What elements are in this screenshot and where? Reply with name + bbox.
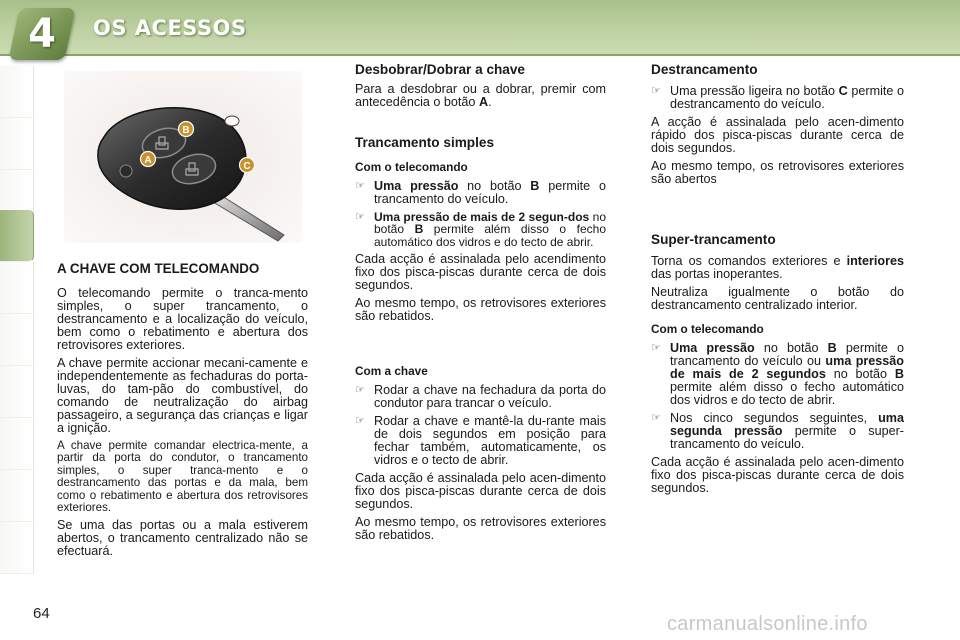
pointer-icon: ☞ (651, 412, 661, 424)
simple-lock-para-2: Ao mesmo tempo, os retrovisores exteriores são rebatidos. (355, 296, 606, 324)
simple-lock-bullet-1 (355, 180, 606, 206)
simple-lock-para-3: Cada acção é assinalada pelo acen-dimento fixo dos pisca-piscas durante cerca de dois segundos. (355, 471, 606, 512)
bullet-text: no botão (825, 367, 895, 381)
left-paragraph-2: A chave permite accionar mecani-camente e independentemente as fechaduras do porta-luvas, do tam-pão do combustível, do comando de neutralização do airbag passageiro, a segurança das crianças e ligar a ignição. (57, 356, 308, 435)
super-lock-bullet-2 (651, 412, 904, 451)
bullet-button-ref: B (530, 179, 540, 193)
bullet-button-ref: B (414, 222, 424, 237)
unfold-heading: Desbobrar/Dobrar a chave (355, 62, 525, 77)
bullet-button-ref: C (838, 84, 848, 98)
side-tab-10[interactable] (0, 522, 34, 574)
bullet-text: no botão (754, 341, 828, 355)
unlock-para-1: A acção é assinalada pelo acen-dimento rápido dos pisca-piscas durante cerca de dois segundos. (651, 115, 904, 155)
side-tab-2[interactable] (0, 118, 34, 170)
bullet-text: permite o super-trancamento do veículo. (670, 424, 904, 451)
simple-lock-heading: Trancamento simples (355, 135, 495, 150)
bullet-bold: Uma pressão (670, 341, 755, 355)
unlock-para-2: Ao mesmo tempo, os retrovisores exteriores são abertos (651, 159, 904, 186)
bullet-text: no botão (458, 179, 531, 193)
bullet-text: permite o destrancamento do veículo. (670, 84, 904, 111)
key-bullet-1 (355, 384, 606, 410)
super-lock-para-1 (651, 255, 904, 281)
bullet-bold: uma pressão de mais de 2 segundos (670, 354, 904, 381)
super-lock-para-2: Neutraliza igualmente o botão do destrancamento centralizado interior. (651, 285, 904, 312)
remote-subheading: Com o telecomando (355, 160, 468, 174)
para-text: das portas inoperantes. (651, 267, 783, 281)
watermark: carmanualsonline.info (667, 613, 868, 635)
unfold-text-b: . (488, 95, 492, 109)
bullet-text: Rodar a chave na fechadura da porta do condutor para trancar o veículo. (374, 383, 606, 411)
page-number: 64 (33, 605, 50, 622)
left-column (57, 262, 308, 563)
side-tab-8[interactable] (0, 418, 34, 470)
right-column (651, 63, 904, 500)
header-divider (0, 54, 960, 56)
side-tab-9[interactable] (0, 470, 34, 522)
bullet-text: Nos cinco segundos seguintes, (670, 411, 879, 425)
bullet-bold: Uma pressão (374, 179, 459, 193)
bullet-text: permite o trancamento do veículo ou (670, 341, 904, 368)
super-remote-subheading: Com o telecomando (651, 322, 764, 336)
unlock-heading: Destrancamento (651, 62, 758, 77)
bullet-text: no botão (374, 210, 606, 237)
para-text: Torna os comandos exteriores e (651, 254, 847, 268)
label-b: B (182, 125, 190, 136)
pointer-icon: ☞ (355, 211, 365, 223)
left-paragraph-1: O telecomando permite o tranca-mento simples, o super trancamento, o destrancamento e a localização do veículo, bem como o rebatimento e abertura dos retrovisores exteriores. (57, 286, 308, 352)
simple-lock-para-1: Cada acção é assinalada pelo acendimento fixo dos pisca-piscas durante cerca de dois segundos. (355, 252, 606, 293)
super-lock-para-3: Cada acção é assinalada pelo acen-dimento fixo dos pisca-piscas durante cerca de dois segundos. (651, 455, 904, 495)
bullet-bold: Uma pressão de mais de 2 segun-dos (374, 210, 590, 224)
label-c: C (243, 161, 251, 172)
label-a: A (144, 155, 152, 166)
bullet-text: permite além disso o fecho automático dos vidros e do tecto de abrir. (374, 222, 606, 249)
pointer-icon: ☞ (651, 342, 661, 354)
remote-key-drawing (64, 71, 302, 243)
bullet-button-ref: B (894, 367, 904, 381)
super-lock-bullet-1 (651, 342, 904, 407)
key-body (98, 108, 246, 209)
key-illustration (64, 71, 302, 243)
para-bold: interiores (846, 254, 904, 268)
side-tab-5[interactable] (0, 262, 34, 314)
bullet-bold: uma segunda pressão (670, 411, 904, 438)
unlock-bullet (651, 85, 904, 111)
unfold-text (355, 83, 606, 109)
side-tab-1[interactable] (0, 66, 34, 118)
simple-lock-para-4: Ao mesmo tempo, os retrovisores exteriores são rebatidos. (355, 515, 606, 543)
side-tab-4-active[interactable] (0, 210, 34, 262)
unfold-button-ref: A (478, 95, 489, 109)
pointer-icon: ☞ (355, 384, 365, 397)
chapter-number: 4 (28, 11, 56, 57)
bullet-text: permite além disso o fecho automático dos vidros e do tecto de abrir. (670, 380, 904, 407)
left-heading: A CHAVE COM TELECOMANDO (57, 261, 260, 276)
bullet-text: Rodar a chave e mantê-la du-rante mais de dois segundos em posição para fechar também, automaticamente, os vidros e o tecto de abrir. (374, 414, 606, 468)
page-title: OS ACESSOS (93, 16, 247, 40)
key-subheading: Com a chave (355, 364, 428, 379)
button-a (120, 165, 132, 177)
unfold-text-a: Para a desdobrar ou a dobrar, premir com antecedência o botão (355, 82, 606, 109)
super-lock-heading: Super-trancamento (651, 232, 776, 247)
key-bullet-2 (355, 415, 606, 467)
middle-column (355, 63, 606, 547)
pointer-icon: ☞ (355, 180, 365, 192)
pointer-icon: ☞ (651, 85, 661, 97)
keyring-hole (225, 116, 239, 126)
bullet-button-ref: B (827, 341, 837, 355)
left-paragraph-3: A chave permite comandar electrica-mente, a partir da porta do condutor, o trancamento simples, o super tranca-mento e o destrancamento das portas e da mala, bem como o rebatimento e abertura dos retrovisores exteriores. (57, 439, 308, 515)
side-tab-7[interactable] (0, 366, 34, 418)
side-tab-6[interactable] (0, 314, 34, 366)
simple-lock-bullet-2 (355, 211, 606, 248)
pointer-icon: ☞ (355, 415, 365, 428)
bullet-text: permite o trancamento do veículo. (374, 179, 606, 206)
left-paragraph-4: Se uma das portas ou a mala estiverem abertos, o trancamento centralizado não se efectuará. (57, 518, 308, 559)
bullet-text: Uma pressão ligeira no botão (670, 84, 839, 98)
